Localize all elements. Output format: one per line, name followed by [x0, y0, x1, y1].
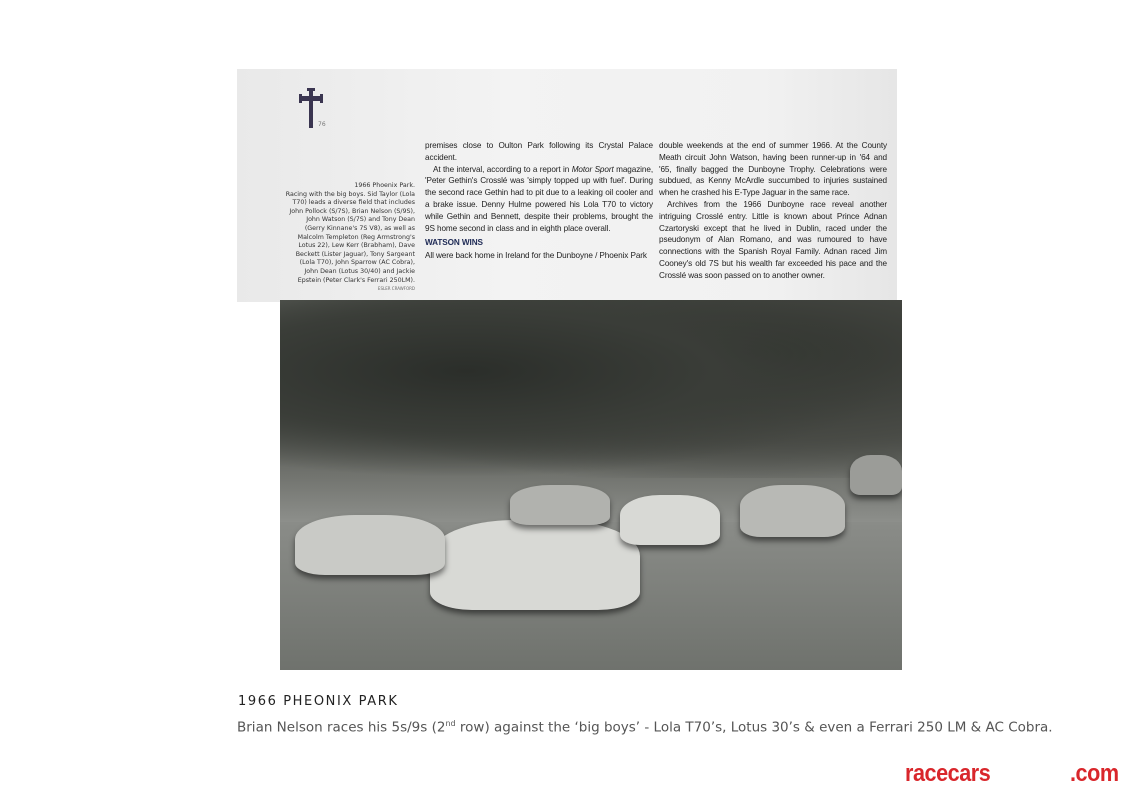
- side-caption-text: Racing with the big boys. Sid Taylor (Lola T70) leads a diverse field that includes John Pollock (S/7S), Brian Nelson (S/9S), John Watson (S/7S) and Tony Dean (Gerry Kinnane's 7S V8), as well as Malcolm Templeton (Reg Armstrong's Lotus 22), Lew Kerr (Brabham), Dave Beckett (Lister Jaguar), Tony Sargeant (Lola T70), John Sparrow (AC Cobra), John Dean (Lotus 30/40) and Jackie Epstein (Peter Clark's Ferrari 250LM).: [285, 190, 415, 284]
- paragraph: [425, 164, 653, 235]
- caption-text: Brian Nelson races his 5s/9s (2: [237, 719, 446, 736]
- text: magazine, 'Peter Gethin's Crosslé was 'simply topped up with fuel'. During the second race Gethin had to pit due to a leaking oil cooler and a brake issue. Denny Hulme powered his Lola T70 to victory while Gethin and Bennett, despite their problems, brought the 9S home second in class and in eighth place overall.: [425, 164, 653, 233]
- paragraph: double weekends at the end of summer 1966. At the County Meath circuit John Watson, having been runner-up in '64 and '65, finally bagged the Dunboyne Trophy. Celebrations were subdued, as Kenny McArdle succumbed to injuries sustained when he crashed his E-Type Jaguar in the same race.: [659, 141, 887, 198]
- photo-title: 1966 PHEONIX PARK: [238, 694, 399, 709]
- side-caption-title: 1966 Phoenix Park.: [354, 182, 415, 189]
- race-photo: [280, 300, 902, 670]
- publication-name: Motor Sport: [571, 164, 614, 174]
- article-column-1: [425, 140, 653, 262]
- page-number: 76: [318, 121, 326, 128]
- photo-side-caption: [285, 182, 415, 294]
- paragraph: Archives from the 1966 Dunboyne race reveal another intriguing Crosslé entry. Little is known about Prince Adnan Czartoryski except that he lived in Dublin, raced under the pseudonym of Alan Romano, and was rumoured to have connections with the Spanish Royal Family. Adnan raced Jim Cooney's old 7S but his wealth far exceeded his pace and the Crosslé was soon passed on to another owner.: [659, 199, 887, 280]
- logo-dotcom: .com: [1070, 760, 1119, 787]
- race-car: [510, 485, 610, 525]
- race-car: [850, 455, 902, 495]
- caption-superscript: nd: [445, 719, 456, 728]
- race-car: [620, 495, 720, 545]
- caption-text: row) against the ‘big boys’ - Lola T70’s, Lotus 30’s & even a Ferrari 250 LM & AC Cobra.: [455, 719, 1053, 736]
- race-car: [740, 485, 845, 537]
- logo-racecars: racecars: [905, 760, 991, 787]
- photo-credit: ESLER CRAWFORD: [377, 286, 415, 292]
- race-car: [430, 520, 640, 610]
- paragraph: premises close to Oulton Park following its Crystal Palace accident.: [425, 141, 653, 162]
- article-column-2: [659, 140, 887, 282]
- text: At the interval, according to a report in: [433, 164, 572, 174]
- race-car: [295, 515, 445, 575]
- paragraph: All were back home in Ireland for the Dunboyne / Phoenix Park: [425, 251, 647, 261]
- photo-caption: [237, 719, 1053, 736]
- section-subheading: WATSON WINS: [425, 238, 483, 248]
- photo-trees: [280, 300, 902, 478]
